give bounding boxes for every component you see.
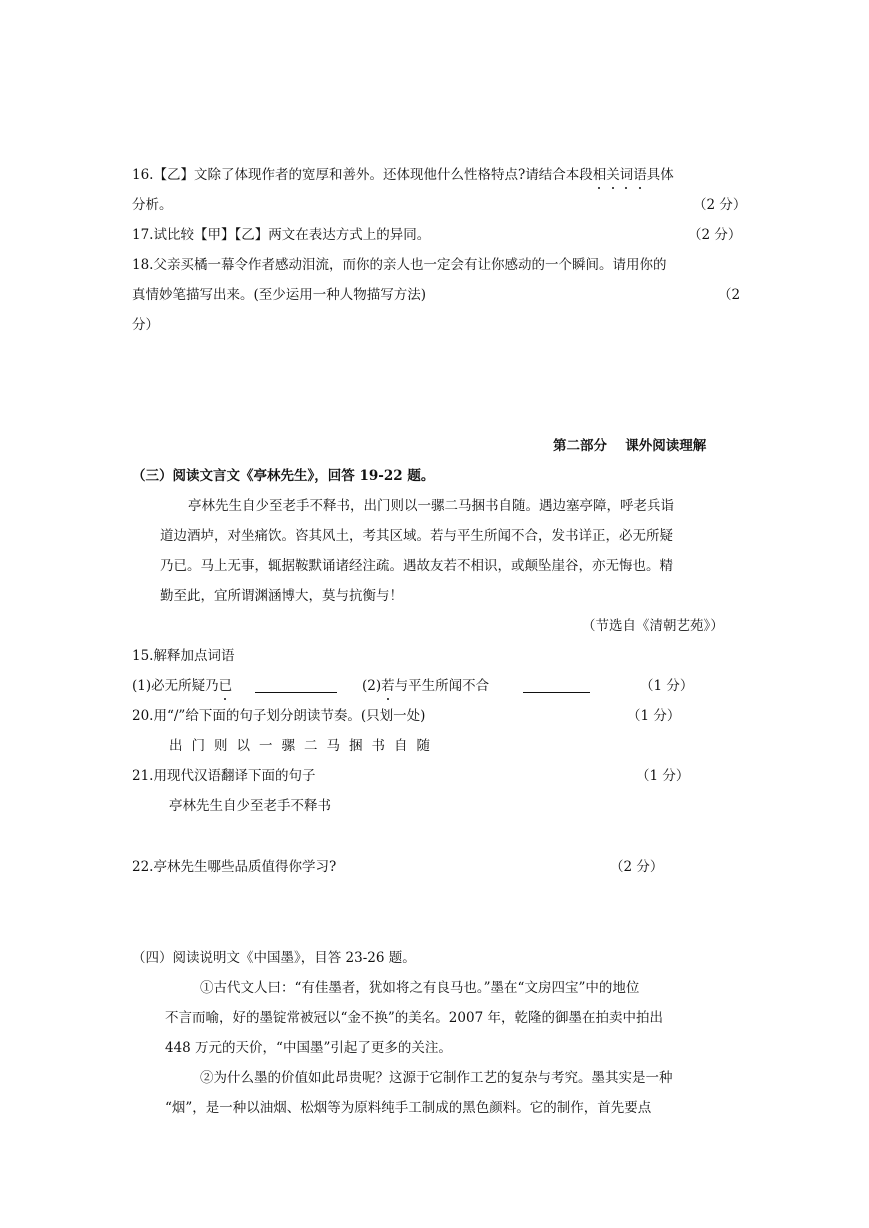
q18-line2: 真情妙笔描写出来。(至少运用一种人物描写方法) xyxy=(132,287,427,303)
q20-score: （1 分） xyxy=(627,708,681,724)
passage-line: 勤至此，宜所谓渊涵博大，莫与抗衡与！ xyxy=(160,588,403,604)
part2-heading: 第二部分 课外阅读理解 xyxy=(553,438,707,454)
q18-line3: 分） xyxy=(132,317,159,333)
q15-score: （1 分） xyxy=(640,678,694,694)
q16-line1 xyxy=(132,166,674,184)
passage-line: 不言而喻，好的墨锭常被冠以“金不换”的美名。2007 年，乾隆的御墨在拍卖中拍出 xyxy=(165,1010,663,1026)
q17-text: 17.试比较【甲】【乙】两文在表达方式上的异同。 xyxy=(132,227,431,243)
dotted-char: 词 xyxy=(619,167,634,183)
passage-source: （节选自《清朝艺苑》） xyxy=(582,618,724,634)
q22-text: 22.亭林先生哪些品质值得你学习? xyxy=(132,859,337,875)
dotted-char: 关 xyxy=(606,167,620,183)
q17-score: （2 分） xyxy=(688,227,742,243)
answer-blank-1[interactable] xyxy=(255,680,337,693)
dotted-char: 语 xyxy=(633,167,647,183)
q21-score: （1 分） xyxy=(636,768,690,784)
q21-text: 21.用现代汉语翻译下面的句子 xyxy=(132,768,316,784)
q16-text-post: 具体 xyxy=(646,167,674,183)
q18-score: （2 xyxy=(718,287,741,303)
passage-line: ②为什么墨的价值如此昂贵呢？这源于它制作工艺的复杂与考究。墨其实是一种 xyxy=(200,1070,673,1086)
q20-sentence: 出门则以一骡二马捆书自随 xyxy=(169,738,439,754)
passage-line: 乃已。马上无事，辄据鞍默诵诸经注疏。遇故友若不相识，或颠坠崖谷，亦无悔也。精 xyxy=(160,558,673,574)
q15-item2 xyxy=(362,677,489,695)
q16-line2: 分析。 xyxy=(132,197,173,213)
q21-sentence: 亭林先生自少至老手不释书 xyxy=(169,798,331,814)
answer-blank-2[interactable] xyxy=(523,680,590,693)
passage-line: 道边酒垆，对坐痛饮。咨其风土，考其区域。若与平生所闻不合，发书详正，必无所疑 xyxy=(160,528,673,544)
passage-line: 亭林先生自少至老手不释书，出门则以一骡二马捆书自随。遇边塞亭障，呼老兵诣 xyxy=(188,498,674,514)
q15-item1-text: (1)必无所疑乃 xyxy=(132,678,219,694)
q16-score: （2 分） xyxy=(693,197,747,213)
passage-line: ①古代文人曰：“有佳墨者，犹如将之有良马也。”墨在“文房四宝”中的地位 xyxy=(200,980,640,996)
q22-score: （2 分） xyxy=(610,859,664,875)
passage-line: “烟”，是一种以油烟、松烟等为原料纯手工制成的黑色颜料。它的制作，首先要点 xyxy=(165,1100,652,1116)
q16-text-pre: 16.【乙】文除了体现作者的宽厚和善外。还体现他什么性格特点?请结合本段 xyxy=(132,167,593,183)
q15-item1 xyxy=(132,677,232,695)
q15-title: 15.解释加点词语 xyxy=(132,648,235,664)
q15-item2-num: (2) xyxy=(362,678,382,694)
dotted-char: 已 xyxy=(218,678,233,694)
section3-heading: （三）阅读文言文《亭林先生》，回答 19-22 题。 xyxy=(132,468,435,484)
passage-line: 448 万元的天价，“中国墨”引起了更多的关注。 xyxy=(165,1040,452,1056)
dotted-char: 若 xyxy=(381,678,395,694)
q15-item2-text: 与平生所闻不合 xyxy=(394,678,490,694)
q18-line1: 18.父亲买橘一幕令作者感动泪流，而你的亲人也一定会有让你感动的一个瞬间。请用你的 xyxy=(132,257,667,273)
section4-heading: （四）阅读说明文《中国墨》，目答 23-26 题。 xyxy=(132,950,416,966)
q20-text: 20.用“/”给下面的句子划分朗读节奏。(只划一处) xyxy=(132,708,426,724)
dotted-char: 相 xyxy=(592,167,607,183)
